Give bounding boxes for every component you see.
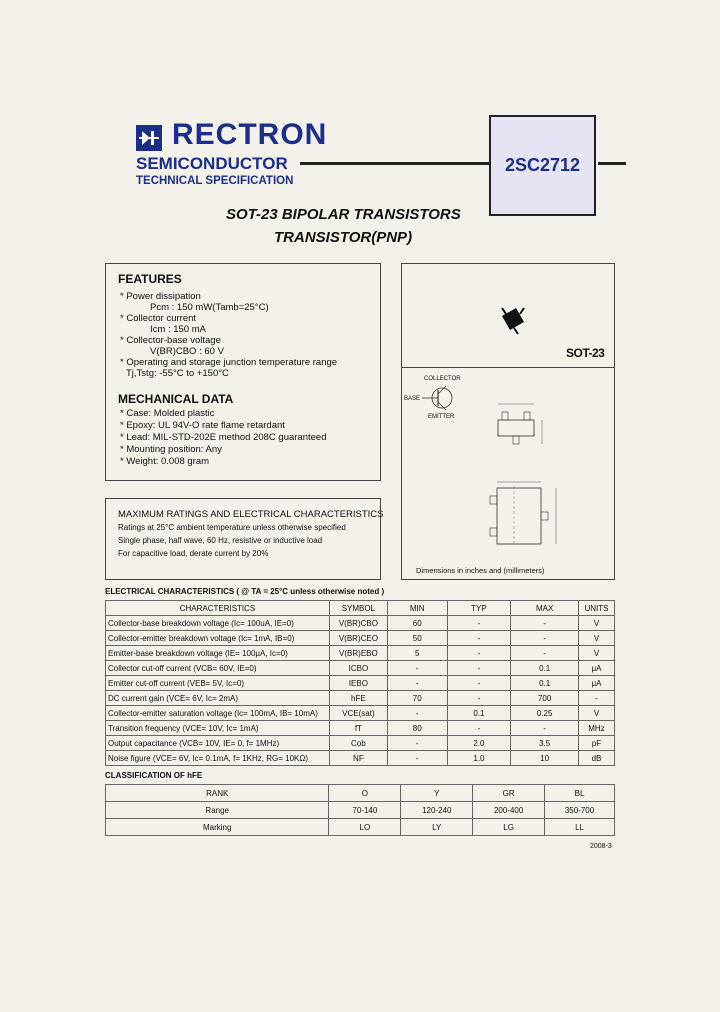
table-cell: Collector-emitter breakdown voltage (Ic= 1mA, IB=0) (106, 631, 330, 646)
header-cell: SYMBOL (329, 601, 387, 616)
table-cell: Collector cut-off current (VCB= 60V, IE=0) (106, 661, 330, 676)
dimensions-note: Dimensions in inches and (millimeters) (416, 566, 545, 575)
table-cell: 50 (387, 631, 447, 646)
mechanical-line: * Lead: MIL-STD-202E method 208C guaranteed (120, 432, 327, 443)
table-cell: ICBO (329, 661, 387, 676)
table-header-row (106, 785, 615, 802)
pin-label-base: BASE (404, 396, 421, 402)
table-row (106, 616, 615, 631)
table-cell: - (387, 676, 447, 691)
feature-line: Tj,Tstg: -55°C to +150°C (126, 368, 229, 379)
table-cell: IEBO (329, 676, 387, 691)
table-cell: 350-700 (545, 802, 615, 819)
header-cell: TYP (447, 601, 511, 616)
table-cell: μA (579, 661, 615, 676)
ratings-line: For capacitive load, derate current by 20% (118, 549, 269, 558)
table-cell: 70 (387, 691, 447, 706)
mechanical-line: * Mounting position: Any (120, 444, 222, 455)
mechanical-line: * Epoxy: UL 94V-O rate flame retardant (120, 420, 285, 431)
table-cell: Emitter cut-off current (VEB= 5V, Ic=0) (106, 676, 330, 691)
header-cell: RANK (106, 785, 329, 802)
doc-title: SOT-23 BIPOLAR TRANSISTORS (226, 206, 461, 223)
table-cell: 0.1 (511, 676, 579, 691)
table-cell: 1.0 (447, 751, 511, 766)
package-box (401, 263, 615, 580)
ratings-line: Ratings at 25°C ambient temperature unless otherwise specified (118, 523, 346, 532)
table-cell: - (387, 736, 447, 751)
electrical-table (105, 600, 615, 766)
table-cell: - (387, 751, 447, 766)
table-cell: 700 (511, 691, 579, 706)
table-row (106, 631, 615, 646)
header-cell: MAX (511, 601, 579, 616)
feature-line: * Power dissipation (120, 291, 201, 302)
feature-line: V(BR)CBO : 60 V (150, 346, 224, 357)
features-box (105, 263, 381, 481)
table-cell: - (579, 691, 615, 706)
header-cell: BL (545, 785, 615, 802)
table-cell: 10 (511, 751, 579, 766)
table-cell: Cob (329, 736, 387, 751)
mechanical-heading: MECHANICAL DATA (118, 392, 234, 406)
table-cell: pF (579, 736, 615, 751)
table-cell: - (511, 631, 579, 646)
part-number: 2SC2712 (504, 155, 581, 175)
feature-line: * Collector-base voltage (120, 335, 221, 346)
feature-line: Pcm : 150 mW(Tamb=25°C) (150, 302, 269, 313)
features-heading: FEATURES (118, 272, 182, 286)
feature-line: Icm : 150 mA (150, 324, 206, 335)
header-cell: Y (401, 785, 473, 802)
feature-line: * Operating and storage junction temperature range (120, 357, 338, 368)
table-cell: - (511, 721, 579, 736)
table-cell: - (447, 631, 511, 646)
table-cell: Emitter-base breakdown voltage (IE= 100μA, Ic=0) (106, 646, 330, 661)
table-cell: Output capacitance (VCB= 10V, IE= 0, f= 1MHz) (106, 736, 330, 751)
pin-label-collector: COLLECTOR (424, 376, 461, 382)
table-cell: dB (579, 751, 615, 766)
ratings-heading: MAXIMUM RATINGS AND ELECTRICAL CHARACTERISTICS (118, 509, 384, 520)
table-cell: 0.1 (447, 706, 511, 721)
table-cell: - (511, 646, 579, 661)
table-cell: Collector-emitter saturation voltage (Ic= 100mA, IB= 10mA) (106, 706, 330, 721)
rectron-logo-icon (136, 125, 162, 151)
doc-subtitle: TRANSISTOR(PNP) (274, 229, 413, 246)
table-cell: VCE(sat) (329, 706, 387, 721)
table-cell: Range (106, 802, 329, 819)
table-cell: - (387, 706, 447, 721)
table-cell: Collector-base breakdown voltage (Ic= 100uA, IE=0) (106, 616, 330, 631)
table-cell: Transition frequency (VCE= 10V, Ic= 1mA) (106, 721, 330, 736)
table-row (106, 691, 615, 706)
table-cell: - (511, 616, 579, 631)
classification-caption: CLASSIFICATION OF hFE (105, 771, 203, 780)
revision-date: 2008-3 (590, 843, 612, 850)
table-row (106, 802, 615, 819)
table-cell: μA (579, 676, 615, 691)
electrical-caption: ELECTRICAL CHARACTERISTICS ( @ TA = 25°C unless otherwise noted ) (105, 587, 385, 596)
table-cell: - (447, 721, 511, 736)
header-cell: GR (473, 785, 545, 802)
pin-label-emitter: EMITTER (428, 414, 455, 420)
mechanical-line: * Case: Molded plastic (120, 408, 215, 419)
header-cell: UNITS (579, 601, 615, 616)
table-cell: 3.5 (511, 736, 579, 751)
table-row (106, 661, 615, 676)
table-cell: hFE (329, 691, 387, 706)
package-name: SOT-23 (566, 346, 605, 360)
table-cell: V(BR)CEO (329, 631, 387, 646)
table-row (106, 819, 615, 836)
table-row (106, 751, 615, 766)
table-cell: - (387, 661, 447, 676)
table-cell: - (447, 676, 511, 691)
header-rule-left (300, 162, 490, 165)
table-cell: V (579, 706, 615, 721)
classification-table (105, 784, 615, 836)
table-row (106, 646, 615, 661)
table-row (106, 706, 615, 721)
table-header-row (106, 601, 615, 616)
table-cell: 2.0 (447, 736, 511, 751)
table-cell: fT (329, 721, 387, 736)
table-cell: Marking (106, 819, 329, 836)
table-row (106, 736, 615, 751)
table-cell: 70-140 (329, 802, 401, 819)
table-cell: LG (473, 819, 545, 836)
table-cell: DC current gain (VCE= 6V, Ic= 2mA) (106, 691, 330, 706)
table-row (106, 676, 615, 691)
dimension-drawing (402, 368, 614, 568)
table-row (106, 721, 615, 736)
ratings-box (105, 498, 384, 580)
table-cell: - (447, 661, 511, 676)
table-cell: - (447, 691, 511, 706)
table-cell: 60 (387, 616, 447, 631)
table-cell: NF (329, 751, 387, 766)
header-cell: CHARACTERISTICS (106, 601, 330, 616)
table-cell: V (579, 646, 615, 661)
table-cell: V(BR)EBO (329, 646, 387, 661)
table-cell: - (447, 646, 511, 661)
table-cell: LY (401, 819, 473, 836)
ratings-line: Single phase, half wave, 60 Hz, resistive or inductive load (118, 536, 323, 545)
table-cell: 80 (387, 721, 447, 736)
table-cell: 0.25 (511, 706, 579, 721)
table-cell: MHz (579, 721, 615, 736)
table-cell: V (579, 616, 615, 631)
table-cell: 120-240 (401, 802, 473, 819)
brand-subtitle: SEMICONDUCTOR (136, 154, 288, 173)
header-cell: MIN (387, 601, 447, 616)
table-cell: - (447, 616, 511, 631)
brand-tagline: TECHNICAL SPECIFICATION (136, 175, 294, 187)
header-rule-right (598, 162, 626, 165)
table-cell: 5 (387, 646, 447, 661)
table-cell: 0.1 (511, 661, 579, 676)
header-cell: O (329, 785, 401, 802)
mechanical-line: * Weight: 0.008 gram (120, 456, 210, 467)
brand-name: RECTRON (172, 118, 328, 151)
table-cell: LO (329, 819, 401, 836)
table-cell: 200-400 (473, 802, 545, 819)
table-cell: LL (545, 819, 615, 836)
table-cell: V (579, 631, 615, 646)
table-cell: Noise figure (VCE= 6V, Ic= 0.1mA, f= 1KHz, RG= 10KΩ) (106, 751, 330, 766)
feature-line: * Collector current (120, 313, 197, 324)
table-cell: V(BR)CBO (329, 616, 387, 631)
